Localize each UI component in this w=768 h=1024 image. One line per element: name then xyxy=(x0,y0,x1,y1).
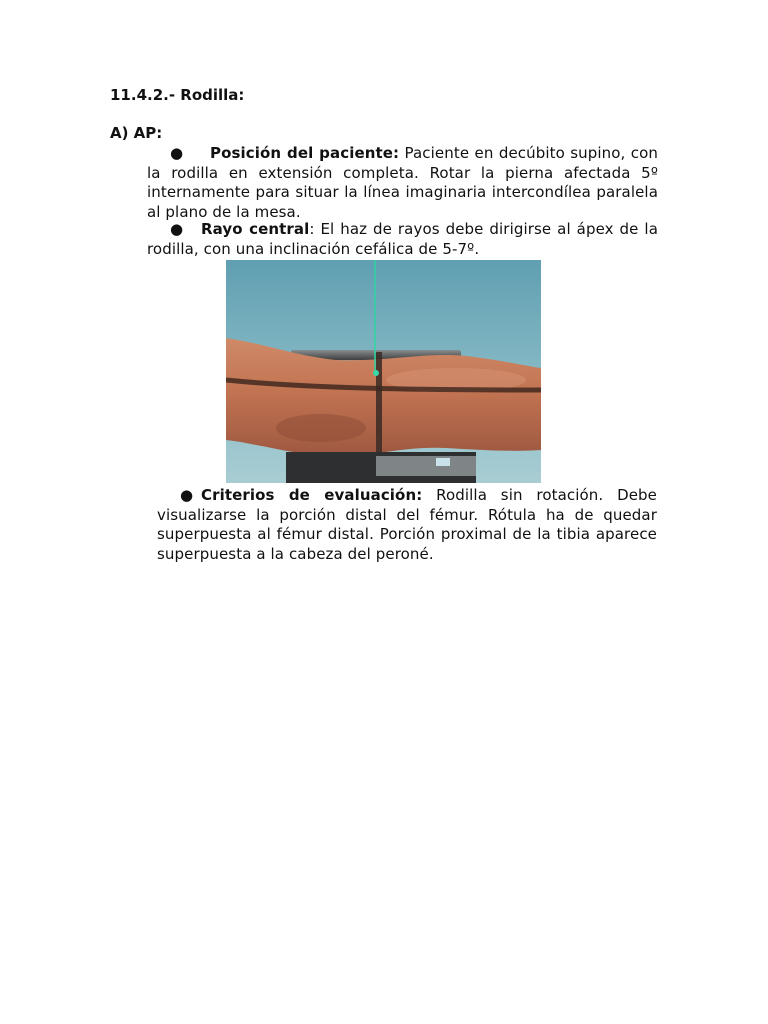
section-heading: 11.4.2.- Rodilla: xyxy=(110,86,245,104)
item-central-ray-text: : El haz de rayos debe dirigirse al ápex de la rodilla, con una inclinación cefálica de 5-7º. xyxy=(147,220,658,258)
bullet-1: ● xyxy=(170,144,184,162)
knee-ap-positioning-photo xyxy=(226,260,541,483)
bullet-3: ● xyxy=(180,486,194,504)
bullet-2: ● xyxy=(170,220,184,238)
subsection-heading: A) AP: xyxy=(110,124,163,142)
item-evaluation-text: Rodilla sin rotación. Debe visualizarse la porción distal del fémur. Rótula ha de quedar superpuesta al fémur distal. Porción proximal de la tibia aparece superpuesta a la cabeza del peroné. xyxy=(157,486,658,563)
item-evaluation xyxy=(157,486,657,564)
item-central-ray-label: Rayo central xyxy=(201,220,310,238)
item-position-text: Paciente en decúbito supino, con la rodilla en extensión completa. Rotar la pierna afectada 5º internamente para situar la línea imaginaria intercondílea paralela al plano de la mesa. xyxy=(147,144,658,221)
item-position xyxy=(147,144,658,222)
item-central-ray xyxy=(147,220,658,259)
item-evaluation-label: Criterios de evaluación: xyxy=(201,486,423,504)
item-position-label: Posición del paciente: xyxy=(210,144,400,162)
